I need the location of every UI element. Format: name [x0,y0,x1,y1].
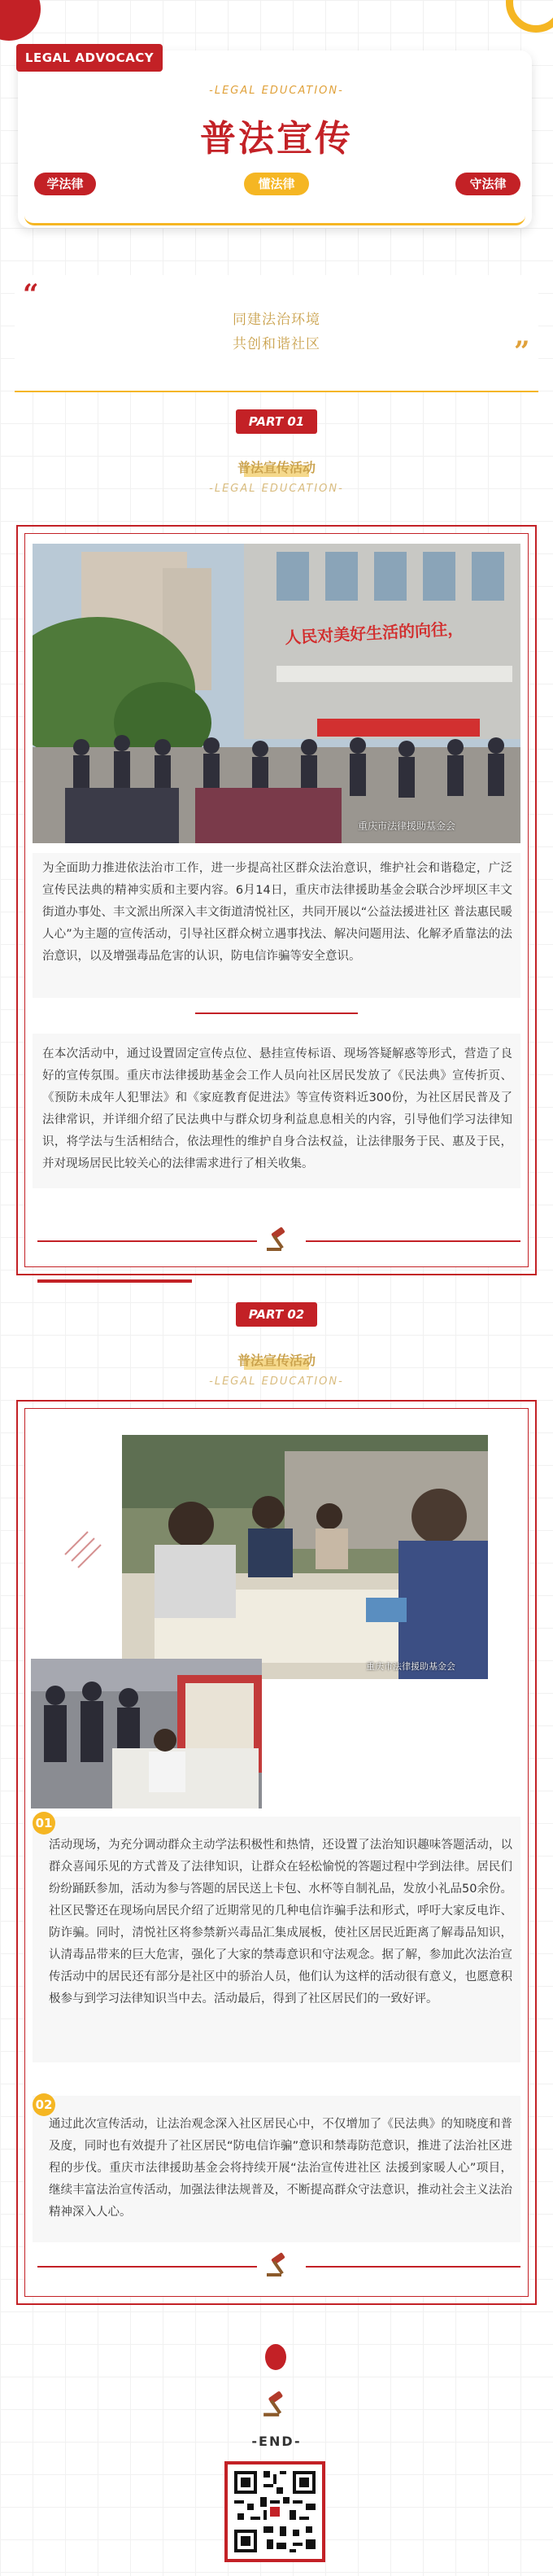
part-01-paragraph-1: 为全面助力推进依法治市工作，进一步提高社区群众法治意识，维护社会和谐稳定，广泛宣传民法典的精神实质和主要内容。6月14日，重庆市法律援助基金会联合沙坪坝区丰文街道办事处、丰文派出所深入丰文街道清悦社区，共同开展以“公益法援进社区 普法惠民暖人心”为主题的宣传活动，引导社区群众树立遇事找法、解决问题用法、化解矛盾靠法的法治意识，以及增强毒品危害的认识，防电信诈骗等安全意识。 [42,862,512,963]
gavel-icon [265,2250,293,2284]
slogan-line-2: 共创和谐社区 [233,336,320,352]
part-01-paragraph-2: 在本次活动中，通过设置固定宣传点位、悬挂宣传标语、现场答疑解惑等形式，营造了良好的宣传氛围。重庆市法律援助基金会工作人员向社区居民发放了《民法典》宣传折页、《预防未成年人犯罪法》和《家庭教育促进法》等宣传资料近300份，为社区居民普及了法律常识，并详细介绍了民法典中与群众切身利益息息相关的内容，引导他们学习法律知识，将学法与生活相结合，依法理性的维护自身合法权益，让法律服务于民、惠及于民，并对现场居民比较关心的法律需求进行了相关收集。 [42,1047,512,1170]
part-01-footer-line-left [37,1240,257,1242]
event-photo-1 [33,544,520,843]
end-label: -END- [251,2434,302,2449]
part-01-badge: PART 01 [236,409,317,434]
part-02-footer-line-right [306,2266,520,2268]
event-photo-3 [31,1659,262,1808]
photo-1-watermark: 重庆市法律援助基金会 [358,820,456,832]
open-quote-icon: “ [23,278,39,311]
part-01-title: 普法宣传活动 [237,460,316,475]
pill-obey-law: 守法律 [455,173,520,195]
decor-arc-top-right [506,0,553,33]
part-02-badge: PART 02 [236,1302,317,1327]
end-red-oval [265,2344,286,2370]
legal-advocacy-tab: LEGAL ADVOCACY [16,44,163,72]
decor-circle-top-left [0,0,41,41]
part-01-footer-line-right [306,1240,520,1242]
gavel-icon [262,2389,291,2421]
part-02-item-1-text: 活动现场，为充分调动群众主动学法积极性和热情，还设置了法治知识趣味答题活动，以群众喜闻乐见的方式普及了法律知识，让群众在轻松愉悦的答题过程中学到法律。居民们纷纷踊跃参加，活动为参与答题的居民送上卡包、水杯等自制礼品，发放小礼品50余份。社区民警还在现场向居民介绍了近期常见的几种电信诈骗手法和形式，呼吁大家反电诈、防诈骗。同时，清悦社区将参禁新兴毒品汇集成展板，使社区居民近距离了解毒品知识，认清毒品带来的巨大危害，强化了大家的禁毒意识和守法观念。据了解，参加此次法治宣传活动中的居民还有部分是社区中的骄治人员，他们认为这样的活动很有意义，也愿意积极参与到学习法律知识当中去。活动最后，得到了社区居民们的一致好评。 [49,1839,512,2005]
part-01-divider [195,1012,358,1014]
pill-understand-law: 懂法律 [244,173,309,195]
close-quote-icon: ” [514,335,530,368]
page-title: 普法宣传 [200,118,353,160]
item-02-badge: 02 [33,2093,55,2116]
event-photo-2 [122,1435,488,1679]
part-02-item-2-text: 通过此次宣传活动，让法治观念深入社区居民心中，不仅增加了《民法典》的知晓度和普及度，同时也有效提升了社区居民“防电信诈骗”意识和禁毒防范意识，推进了法治社区进程的步伐。重庆市法律援助基金会将持续开展“法治宣传进社区 法援到家暖人心”项目，继续丰富法治宣传活动，加强法律法规普及，不断提高群众守法意识，推动社会主义法治精神深入人心。 [49,2118,512,2219]
item-01-badge: 01 [33,1812,55,1835]
gavel-icon [265,1225,293,1258]
part-01-bottom-accent [37,1279,192,1283]
decor-hatch-lines [63,1530,104,1574]
pill-learn-law: 学法律 [34,173,96,195]
photo-banner-text: 人民对美好生活的向往， [284,619,464,648]
part-02-footer-line-left [37,2266,257,2268]
qr-code-icon [224,2461,325,2562]
slogan-line-1: 同建法治环境 [233,312,320,328]
part-02-title: 普法宣传活动 [237,1353,316,1368]
part-01-subtitle: -LEGAL EDUCATION- [209,483,344,495]
header-subtitle: -LEGAL EDUCATION- [209,85,344,97]
part-02-subtitle: -LEGAL EDUCATION- [209,1375,344,1388]
photo-2-watermark: 重庆市法律援助基金会 [366,1661,455,1672]
